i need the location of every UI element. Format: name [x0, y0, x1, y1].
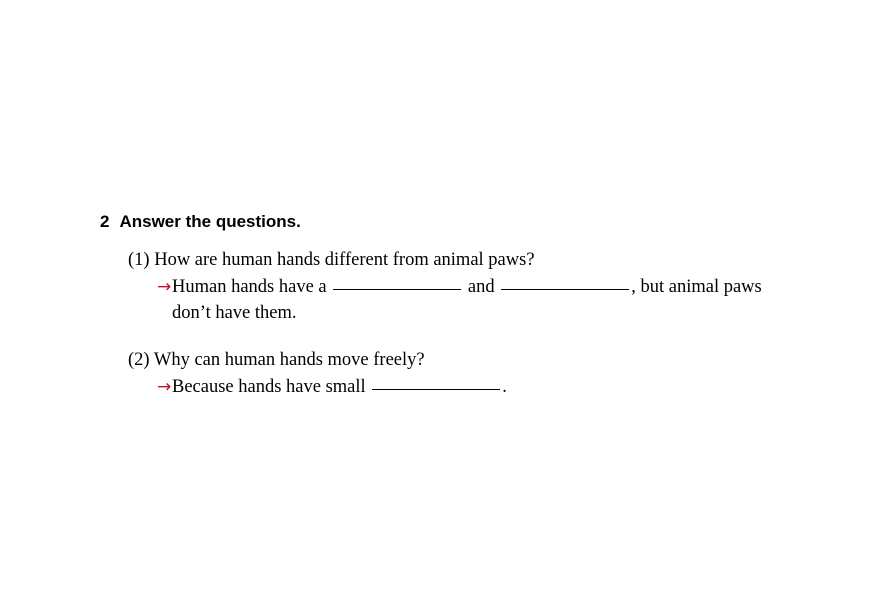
exercise-title: Answer the questions.	[119, 212, 301, 231]
answer-segment: .	[502, 377, 507, 397]
answer-blank-input[interactable]	[501, 289, 629, 290]
answer-blank-input[interactable]	[372, 389, 500, 390]
answer-segment: and	[463, 277, 500, 297]
answer-segment: Because hands have small	[172, 377, 371, 397]
arrow-right-icon: →	[157, 377, 172, 397]
question-prompt-1: How are human hands different from animal paws?	[154, 250, 535, 270]
question-text-row-1	[128, 247, 800, 273]
answer-segment: Human hands have a	[172, 277, 332, 297]
question-item-2	[128, 347, 800, 400]
question-text-row-2	[128, 347, 800, 373]
question-prompt-2: Why can human hands move freely?	[153, 350, 425, 370]
answer-row-2	[157, 374, 800, 400]
answer-row-1	[157, 274, 800, 326]
exercise-heading	[100, 212, 800, 232]
arrow-right-icon: →	[157, 277, 172, 297]
answer-segment: , but animal paws don’t have them.	[172, 277, 762, 323]
answer-text-1	[172, 274, 792, 326]
question-item-1	[128, 247, 800, 326]
question-label-2: (2)	[128, 350, 150, 370]
answer-blank-input[interactable]	[333, 289, 461, 290]
answer-text-2	[172, 374, 507, 400]
exercise-block	[100, 212, 800, 400]
question-label-1: (1)	[128, 250, 150, 270]
exercise-number: 2	[100, 212, 110, 231]
